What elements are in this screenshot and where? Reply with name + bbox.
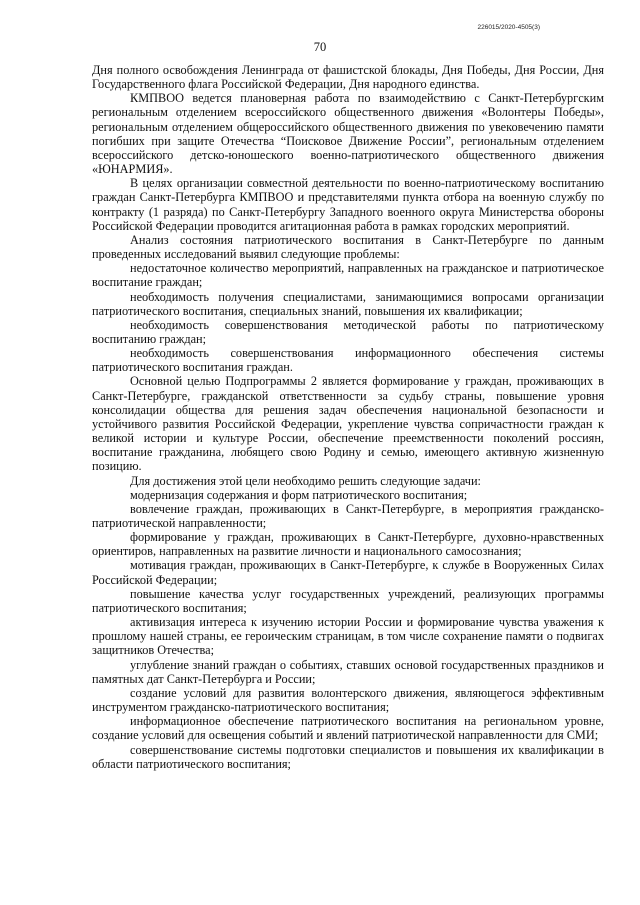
paragraph: КМПВОО ведется плановерная работа по взаимодействию с Санкт-Петербургским региональным отделением всероссийского общественного движения «Волонтеры Победы», региональным отделением общероссийского общественного движения по увековечению памяти погибших при защите Отечества “Поисковое Движение России”, региональным отделением всероссийского детско-юношеского военно-патриотического общественного движения «ЮНАРМИЯ». (92, 91, 604, 177)
list-item: формирование у граждан, проживающих в Санкт-Петербурге, духовно-нравственных ориентиров, направленных на развитие личности и национального самосознания; (92, 530, 604, 559)
document-id: 226015/2020-4505(3) (477, 24, 540, 31)
paragraph: Основной целью Подпрограммы 2 является формирование у граждан, проживающих в Санкт-Петербурге, гражданской ответственности за судьбу страны, повышение уровня консолидации общества для решения задач обеспечения национальной безопасности и устойчивого развития Российской Федерации, укрепление чувства сопричастности граждан к великой истории и культуре России, обеспечение преемственности поколений россиян, воспитание гражданина, любящего свою Родину и семью, имеющего активную жизненную позицию. (92, 374, 604, 474)
list-item: необходимость получения специалистами, занимающимися вопросами организации патриотического воспитания, специальных знаний, повышения их квалификации; (92, 289, 604, 318)
list-item: создание условий для развития волонтерского движения, являющегося эффективным инструментом гражданско-патриотического воспитания; (92, 685, 604, 715)
list-item: недостаточное количество мероприятий, направленных на гражданское и патриотическое воспитание граждан; (92, 261, 604, 290)
paragraph: Дня полного освобождения Ленинграда от фашистской блокады, Дня Победы, Дня России, Дня Государственного флага Российской Федерации, Дня народного единства. (92, 63, 604, 92)
paragraph: В целях организации совместной деятельности по военно-патриотическому воспитанию граждан Санкт-Петербурга КМПВОО и представителями пункта отбора на военную службу по контракту (1 разряда) по Санкт-Петербургу Западного военного округа Министерства обороны Российской Федерации проводится агитационная работа в рамках городских мероприятий. (92, 176, 604, 233)
list-item: необходимость совершенствования методической работы по патриотическому воспитанию граждан; (92, 317, 604, 346)
document-body (92, 63, 604, 771)
list-item: вовлечение граждан, проживающих в Санкт-Петербурге, в мероприятия гражданско-патриотической направленности; (92, 501, 604, 530)
list-item: информационное обеспечение патриотического воспитания на региональном уровне, создание условий для освещения событий и явлений патриотической направленности для СМИ; (92, 714, 604, 743)
list-item: активизация интереса к изучению истории России и формирование чувства уважения к прошлому нашей страны, ее героическим страницам, в том числе сохранение памяти о подвигах защитников Отечества; (92, 615, 604, 658)
paragraph: Для достижения этой цели необходимо решить следующие задачи: (130, 473, 481, 488)
list-item: совершенствование системы подготовки специалистов и повышения их квалификации в области патриотического воспитания; (92, 742, 604, 771)
list-item: мотивация граждан, проживающих в Санкт-Петербурге, к службе в Вооруженных Силах Российской Федерации; (92, 558, 604, 587)
list-item: модернизация содержания и форм патриотического воспитания; (130, 487, 468, 502)
list-item: углубление знаний граждан о событиях, ставших основой государственных праздников и памятных дат Санкт-Петербурга и России; (92, 657, 604, 686)
list-item: необходимость совершенствования информационного обеспечения системы патриотического воспитания граждан. (92, 346, 604, 375)
page-number: 70 (313, 40, 327, 54)
paragraph: Анализ состояния патриотического воспитания в Санкт-Петербурге по данным проведенных исследований выявил следующие проблемы: (92, 232, 604, 262)
list-item: повышение качества услуг государственных учреждений, реализующих программы патриотического воспитания; (92, 586, 604, 615)
